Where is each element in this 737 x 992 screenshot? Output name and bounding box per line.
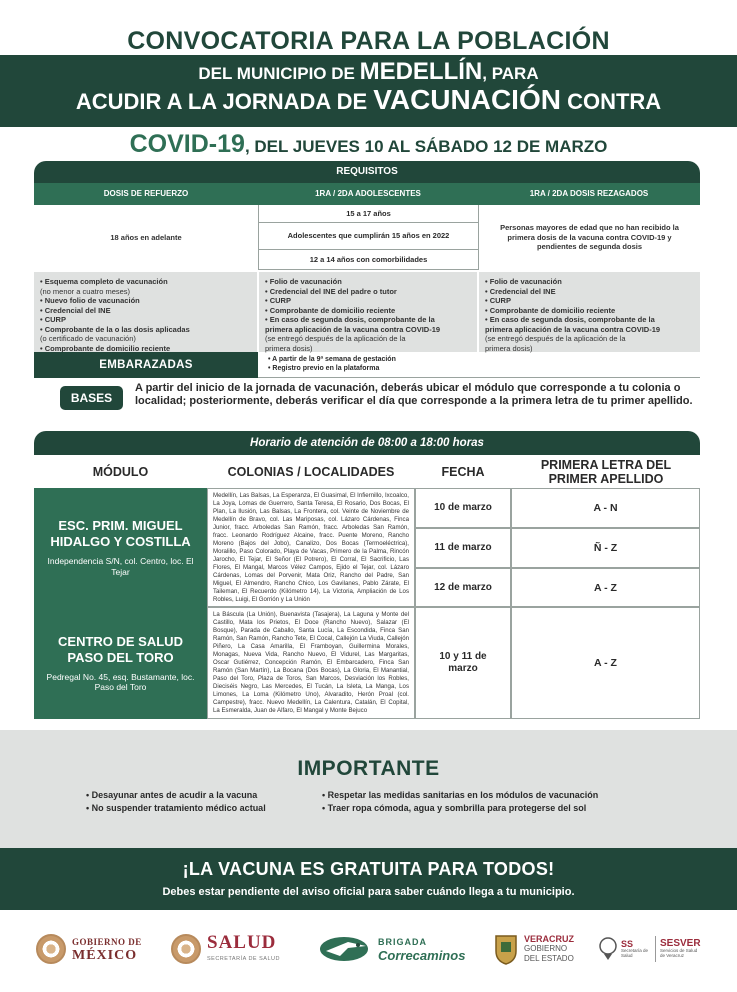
importante-item: • Desayunar antes de acudir a la vacuna	[86, 790, 258, 800]
col-adolescentes-header: 1RA / 2DA ADOLESCENTES	[258, 183, 478, 205]
modulo-1-fecha-1: 10 de marzo	[415, 488, 511, 528]
ss-emblem-icon	[598, 936, 618, 962]
logo-sesver	[598, 930, 702, 968]
importante-item: • Traer ropa cómoda, agua y sombrilla para protegerse del sol	[322, 802, 587, 813]
doc-item: primera dosis)	[485, 343, 533, 353]
doc-item: • CURP	[265, 296, 291, 305]
embarazadas-item: • Registro previo en la plataforma	[268, 365, 380, 372]
horario-header: Horario de atención de 08:00 a 18:00 horas	[34, 431, 700, 455]
doc-item: • Nuevo folio de vacunación	[40, 296, 140, 305]
modulo-2-address: Pedregal No. 45, esq. Bustamante, loc. Paso del Toro	[46, 671, 195, 692]
gob-text-b: MÉXICO	[72, 948, 138, 963]
title-line-3c: CONTRA	[560, 89, 662, 114]
col-refuerzo-header: DOSIS DE REFUERZO	[34, 183, 258, 205]
modulo-2	[34, 607, 207, 719]
salud-text-b: SECRETARÍA DE SALUD	[207, 956, 280, 962]
covid-word: COVID-19	[129, 130, 245, 158]
modulo-1-fecha-2: 11 de marzo	[415, 528, 511, 568]
doc-item: (no menor a cuatro meses)	[40, 286, 131, 296]
modulo-1-name: ESC. PRIM. MIGUEL HIDALGO Y COSTILLA	[50, 518, 191, 549]
veracruz-text-a: VERACRUZ	[524, 934, 575, 944]
embarazadas-label: EMBARAZADAS	[34, 352, 258, 378]
brigada-text-b: Correcaminos	[378, 948, 466, 963]
gobierno-mexico-text	[72, 936, 142, 962]
doc-item: primera aplicación de la vacuna contra COVID-19	[265, 324, 441, 334]
doc-item: • Credencial del INE	[40, 305, 111, 315]
doc-item: • Esquema completo de vacunación	[40, 277, 168, 286]
th-modulo: MÓDULO	[92, 465, 149, 479]
footer-subtitle: Debes estar pendiente del aviso oficial para saber cuándo llega a tu municipio.	[162, 886, 575, 898]
salud-text-a: SALUD	[207, 932, 277, 953]
ss-text-a: SS	[621, 938, 634, 949]
doc-item: • Comprobante de domicilio reciente	[485, 305, 616, 315]
veracruz-text-c: DEL ESTADO	[524, 954, 574, 963]
eagle-seal-icon	[171, 934, 201, 964]
doc-item: (se entregó después de la aplicación de la	[485, 334, 626, 343]
modulo-1-fecha-3: 12 de marzo	[415, 568, 511, 607]
title-line-3a: ACUDIR A LA JORNADA DE	[75, 89, 374, 114]
title-line-3	[0, 85, 737, 117]
adolescentes-docs	[259, 272, 477, 352]
veracruz-shield-icon	[493, 933, 519, 965]
embarazadas-requirements	[258, 352, 700, 378]
roadrunner-icon	[318, 934, 374, 964]
title-line-2a: DEL MUNICIPIO DE	[198, 64, 360, 83]
adolescentes-age-3: 12 a 14 años con comorbilidades	[258, 250, 478, 270]
doc-item: • Comprobante de domicilio reciente	[40, 343, 171, 353]
doc-item: • Folio de vacunación	[265, 277, 342, 286]
doc-item: • CURP	[40, 315, 66, 324]
title-line-1: CONVOCATORIA PARA LA POBLACIÓN	[127, 27, 610, 55]
doc-item: • Comprobante de domicilio reciente	[265, 305, 396, 315]
vacunacion-word: VACUNACIÓN	[373, 84, 561, 115]
modulo-2-letra: A - Z	[511, 607, 700, 719]
sesver-text	[660, 937, 702, 959]
importante-item: • Respetar las medidas sanitarias en los módulos de vacunación	[322, 790, 599, 800]
logo-gobierno-mexico	[36, 930, 142, 968]
bases-badge: BASES	[60, 386, 123, 410]
date-range: , DEL JUEVES 10 AL SÁBADO 12 DE MARZO	[244, 137, 608, 156]
veracruz-text-b: GOBIERNO	[524, 944, 568, 953]
modulo-1-letra-3: A - Z	[511, 568, 700, 607]
doc-item: • En caso de segunda dosis, comprobante de la	[485, 315, 655, 324]
ss-text-b: Secretaría de Salud	[621, 947, 649, 958]
bases-text: A partir del inicio de la jornada de vacunación, deberás ubicar el módulo que corresponde a tu colonia o localidad; posteriormente, deberás verificar el día que corresponde a la primera letra de tu primer apellido.	[135, 382, 693, 407]
salud-text	[207, 933, 280, 965]
doc-item: primera aplicación de la vacuna contra COVID-19	[485, 324, 661, 334]
doc-item: • Credencial del INE	[485, 286, 556, 296]
doc-item: • Folio de vacunación	[485, 277, 562, 286]
importante-right-list	[322, 789, 598, 814]
sesver-text-b: Servicios de Salud de Veracruz	[660, 947, 698, 958]
eagle-seal-icon	[36, 934, 66, 964]
doc-item: • En caso de segunda dosis, comprobante de la	[265, 315, 435, 324]
title-line-4	[0, 130, 737, 159]
embarazadas-item: • A partir de la 9ª semana de gestación	[268, 356, 396, 363]
gob-text-a: GOBIERNO DE	[72, 937, 142, 947]
title-banner	[0, 55, 737, 127]
modulo-2-colonias: La Báscula (La Unión), Buenavista (Tasajera), La Laguna y Monte del Castillo, Mata los Prietos, El Doce (Rancho Nuevo), Salazar (El Bosque), Parada de Caballo, Santa Lucía, La Escondida, Finca San Ramón, San Ramón, Rancho Tete, El Cocal, Callejón La Viuda, Callejón Piñero, La Casa Amarilla, El Framboyan, Guillermina Morales, Monagas, Nueva Vida, Rancho Nuevo, El Vidurel, Las Margaritas, Oscar Gutiérrez, Concepción Ramón, El Embarcadero, Finca San Ramón (San Martín), La Bocana (Dos Bocas), La Gloria, El Manantial, Paso del Toro, Plaza de Toros, San Marcos, Desviación los Robles, Dieciséis Negro, Las Mercedes, El Tucán, La Isleta, La Manga, Los Limones, La Loma (Kilómetro Uno), Alvaradito, Herón Proal (col. Campestre), fracc. Nuevo Medellín, La Calentura, Catalán, El Copital, La Esmeralda, Juan de Alfaro, El Mangal y Monte Bejuco	[207, 607, 415, 719]
col-rezagados-header: 1RA / 2DA DOSIS REZAGADOS	[478, 183, 700, 205]
doc-item: • CURP	[485, 296, 511, 305]
logo-salud	[171, 930, 280, 968]
modulo-1-colonias: Medellín, Las Balsas, La Esperanza, El Guasimal, El Infiernillo, Ixcoalco, La Joya, Lomas de Guerrero, Santa Teresa, El Rosario, Dos Bocas, El Plan, La Ilusión, Las Balsas, La Frontera, col. Veinte de Noviembre de Medellín de Bravo, col. Las Mariposas, col. Lázaro Cárdenas, Finca Junior, fracc. Arboledas San Ramón, fracc. Arboledas San Ramón, fracc. Leonardo Rodríguez Alcaine, fracc. Puente Moreno, Rancho Moreno (Bajos del Jobo), Canalizo, Dos Bocas (Termoeléctrica), Moralillo, Paso Colorado, Playa de Vacas, Primero de la Palma, Rincón Jarocho, El Tejar, El Señor (El Potrero), El Corral, El Sacrificio, Las Flores, El Mangal, Marcos Vélez Campos, Ejido el Tejar, col. Lázaro Cárdenas, Lomas del Porvenir, Mata Oriz, Rancho del Padre, San Miguel, El Almendro, Rancho Chico, Los Gavilanes, Pablo Zárate, El Taileman, El Recuerdo (Kilómetro 14), La Victoria, Ampliación de Los Robles, Luigi, El Gorrión y La Unión	[207, 488, 415, 607]
refuerzo-docs	[34, 272, 257, 352]
brigada-text	[378, 936, 465, 962]
modulo-1-letra-2: Ñ - Z	[511, 528, 700, 568]
modulo-2-name: CENTRO DE SALUD PASO DEL TORO	[58, 633, 183, 665]
doc-item: (o certificado de vacunación)	[40, 334, 136, 343]
doc-item: primera dosis)	[265, 343, 313, 353]
importante-item: • No suspender tratamiento médico actual	[86, 802, 266, 813]
title-line-2c: , PARA	[482, 64, 539, 83]
logo-veracruz	[493, 930, 574, 968]
logo-divider	[655, 936, 656, 962]
modulo-1-address: Independencia S/N, col. Centro, loc. El Tejar	[47, 556, 194, 577]
refuerzo-age: 18 años en adelante	[110, 232, 182, 242]
logo-brigada-correcaminos	[318, 930, 465, 968]
importante-title: IMPORTANTE	[297, 757, 440, 780]
footer-banner	[0, 848, 737, 910]
adolescentes-age-2: Adolescentes que cumplirán 15 años en 2022	[258, 223, 478, 250]
requisitos-header: REQUISITOS	[34, 161, 700, 183]
importante-left-list	[86, 789, 266, 814]
modulo-1-letra-1: A - N	[511, 488, 700, 528]
footer-title: ¡LA VACUNA ES GRATUITA PARA TODOS!	[182, 859, 555, 879]
doc-item: (se entregó después de la aplicación de la	[265, 334, 406, 343]
ss-text	[621, 940, 651, 959]
veracruz-text	[524, 934, 574, 964]
th-fecha: FECHA	[441, 465, 485, 479]
brigada-text-a: BRIGADA	[378, 937, 427, 947]
th-letra: PRIMERA LETRA DEL PRIMER APELLIDO	[540, 458, 672, 486]
title-line-2	[0, 55, 737, 85]
rezagados-age: Personas mayores de edad que no han recibido la primera dosis de la vacuna contra COVID-19 y pendientes de segunda dosis	[478, 205, 700, 270]
municipio-name: MEDELLÍN	[359, 58, 483, 85]
sesver-text-a: SESVER	[660, 937, 701, 949]
doc-item: • Comprobante de la o las dosis aplicadas	[40, 324, 190, 334]
modulo-2-fecha: 10 y 11 de marzo	[415, 607, 511, 719]
adolescentes-age-1: 15 a 17 años	[258, 205, 478, 223]
doc-item: • Credencial del INE del padre o tutor	[265, 286, 397, 296]
rezagados-docs	[479, 272, 700, 352]
modulo-1	[34, 488, 207, 607]
th-colonias: COLONIAS / LOCALIDADES	[227, 465, 395, 479]
